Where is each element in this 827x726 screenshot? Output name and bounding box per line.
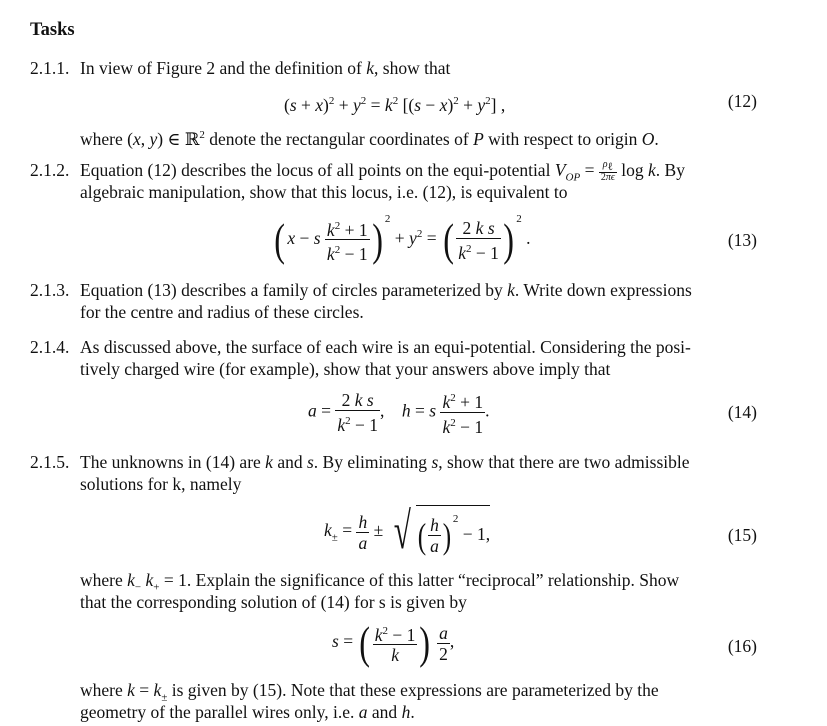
task-text-line: where $k_-$ $k_+ = 1$. Explain the significance of this latter “reciprocal” relationship. Show	[80, 570, 680, 594]
task-text-line: algebraic manipulation, show that this locus, i.e. (12), is equivalent to	[80, 182, 568, 202]
task-number: 2.1.5.	[30, 452, 70, 472]
equation-number: (16)	[727, 636, 757, 656]
task-text-line: where $k = k_\pm$ is given by (15). Note that these expressions are parameterized by the	[80, 680, 659, 704]
task-text-line: for the centre and radius of these circles.	[80, 302, 364, 322]
equation-12: $(s + x)^2 + y^2 = k^2$ $[(s - x)^2 + y^2]$ ,	[284, 94, 506, 115]
task-text-line: tively charged wire (for example), show that your answers above imply that	[80, 359, 611, 379]
task-text-line: geometry of the parallel wires only, i.e. a and h.	[80, 702, 415, 722]
equation-14: a = $\frac{\text{2 k s}}{k^2 - 1}$ , h = s $\frac{k^2 + 1}{k^2 - 1}$ .	[308, 389, 490, 437]
task-text-line: that the corresponding solution of (14) for s is given by	[80, 592, 467, 612]
section-heading: Tasks	[30, 20, 75, 40]
task-number: 2.1.1.	[30, 58, 70, 78]
equation-number: (13)	[727, 230, 757, 250]
task-text-line: Equation (12) describes the locus of all points on the equi-potential $V_{OP}$ = $\frac{\rho_\ell}{2\pi\epsilon}$ log k. By	[80, 159, 685, 184]
task-text-line: solutions for k, namely	[80, 474, 242, 494]
task-text-line: where (x, y) ∈ ℝ$^2$ denote the rectangular coordinates of P with respect to origin O.	[80, 128, 659, 149]
task-text-line: The unknowns in (14) are k and s. By eliminating s, show that there are two admissible	[80, 452, 690, 472]
task-text-line: Equation (13) describes a family of circles parameterized by k. Write down expressions	[80, 280, 692, 300]
equation-number: (14)	[727, 402, 757, 422]
task-number: 2.1.3.	[30, 280, 70, 300]
equation-number: (12)	[727, 91, 757, 111]
equation-number: (15)	[727, 525, 757, 545]
equation-16: s = ( $\frac{k^2 - 1}{k}$ ) $\frac{a}{2}$ ,	[332, 617, 455, 668]
equation-13: ( x − s $\frac{k^2 + 1}{k^2 - 1}$ ) $^2 + y^2$ = ( $\frac{\text{2 k s}}{k^2 - 1}$ ) $^2$ .	[274, 213, 531, 265]
task-text-line: In view of Figure 2 and the definition of k, show that	[80, 58, 451, 78]
task-number: 2.1.4.	[30, 337, 70, 357]
task-number: 2.1.2.	[30, 160, 70, 180]
task-text-line: As discussed above, the surface of each wire is an equi-potential. Considering the posi-	[80, 337, 691, 357]
equation-15: $k_\pm$ = $\frac{h}{a}$ ± √ ( $\frac{h}{a}$ ) $^2$ − 1,	[324, 503, 491, 560]
